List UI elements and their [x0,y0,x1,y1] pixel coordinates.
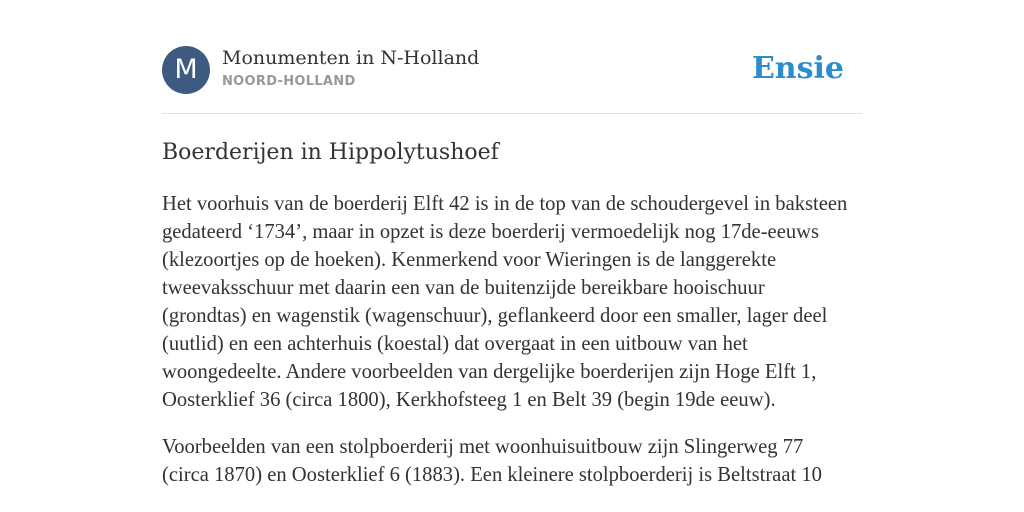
author-name-link[interactable]: Monumenten in N-Holland [222,47,480,69]
avatar[interactable]: M [162,46,210,94]
header-divider [162,113,862,114]
ensie-logo[interactable]: Ensie [751,51,844,86]
article-body [162,190,848,508]
author-header [162,46,862,96]
author-region: NOORD-HOLLAND [222,74,356,89]
article-paragraph: Het voorhuis van de boerderij Elft 42 is in de top van de schoudergevel in baksteen gedateerd ‘1734’, maar in opzet is deze boerderij vermoedelijk nog 17de-eeuws (klezoortjes op de hoeken). Kenmerkend voor Wieringen is de langgerekte tweevaksschuur met daarin een van de buitenzijde bereikbare hooischuur (grondtas) en wagenstik (wagenschuur), geflankeerd door een smaller, lager deel (uutlid) en een achterhuis (koestal) dat overgaat in een uitbouw van het woongedeelte. Andere voorbeelden van dergelijke boerderijen zijn Hoge Elft 1, Oosterklief 36 (circa 1800), Kerkhofsteeg 1 en Belt 39 (begin 19de eeuw). [162,193,848,411]
article-paragraph: Voorbeelden van een stolpboerderij met woonhuisuitbouw zijn Slingerweg 77 (circa 1870) en Oosterklief 6 (1883). Een kleinere stolpboerderij is Beltstraat 10 [162,436,822,486]
article-title: Boerderijen in Hippolytushoef [162,140,499,165]
